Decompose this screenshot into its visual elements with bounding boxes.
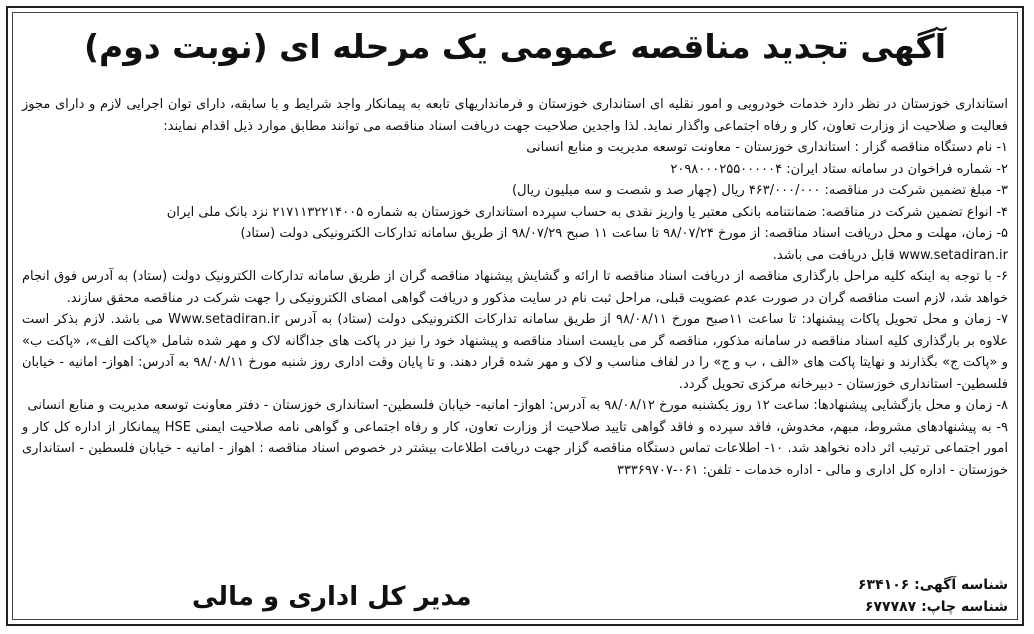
intro-paragraph: استانداری خوزستان در نظر دارد خدمات خودرویی و امور نقلیه ای استانداری خوزستان و فرمانداریهای تابعه به پیمانکار واجد شرایط و با سابقه، دارای توان اجرایی لازم و دارای مجوز فعالیت و صلاحیت از وزارت تعاون، کار و رفاه اجتماعی واگذار نماید. لذا واجدین صلاحیت جهت دریافت اسناد مناقصه می توانند مطابق موارد ذیل اقدام نمایند: xyxy=(22,97,1008,134)
print-id: شناسه چاپ: ۶۷۷۷۸۷ xyxy=(864,599,1008,615)
item-5: ۵- زمان، مهلت و محل دریافت اسناد مناقصه: از مورخ ۹۸/۰۷/۲۴ تا ساعت ۱۱ صبح ۹۸/۰۷/۲۹ از طریق سامانه تدارکات الکترونیکی دولت (ستاد) xyxy=(240,226,1008,241)
ad-id: شناسه آگهی: ۶۳۴۱۰۶ xyxy=(858,577,1008,593)
notice-title: آگهی تجدید مناقصه عمومی یک مرحله ای (نوبت دوم) xyxy=(83,27,947,66)
item-5-continuation: www.setadiran.ir قابل دریافت می باشد. xyxy=(772,247,1008,263)
item-4: ۴- انواع تضمین شرکت در مناقصه: ضمانتنامه بانکی معتبر یا واریز نقدی به حساب سپرده استانداری خوزستان به شماره ۲۱۷۱۱۳۲۲۱۴۰۰۵ نزد بانک ملی ایران xyxy=(166,204,1008,220)
notice-body xyxy=(22,94,1008,481)
item-7: ۷- زمان و محل تحویل پاکات پیشنهاد: تا ساعت ۱۱صبح مورخ ۹۸/۰۸/۱۱ از طریق سامانه تدارکات الکترونیکی دولت (ستاد) به آدرس Www.setadiran.ir می باشد. لازم بذکر است علاوه بر بارگذاری کلیه اسناد مناقصه در سامانه مذکور، مناقصه گر می بایست اسناد مناقصه و پیشنهاد خود را نیز در پاکت های جداگانه لاک و مهر شده شامل «پاکت الف»، «پاکت ب» و «پاکت ج» بگذارند و نهایتا پاکت های «الف ، ب و ج» را در لفاف مناسب و لاک و مهر شده قرار دهند. و تا پایان وقت اداری روز شنبه مورخ ۹۸/۰۸/۱۱ به آدرس: اهواز- امانیه - خیابان فلسطین- استانداری خوزستان - دبیرخانه مرکزی تحویل گردد. xyxy=(22,312,1009,392)
notice-frame xyxy=(6,6,1024,626)
notice-footer xyxy=(22,574,1008,622)
signature: مدیر کل اداری و مالی xyxy=(192,582,472,612)
item-9-10: ۹- به پیشنهادهای مشروط، مبهم، مخدوش، فاقد سپرده و فاقد گواهی تایید صلاحیت از وزارت تعاون، کار و رفاه اجتماعی و گواهی نامه صلاحیت ایمنی HSE پیمانکار از اداره کل کار و امور اجتماعی ترتیب اثر داده نخواهد شد. ۱۰- اطلاعات تماس دستگاه مناقصه گزار جهت دریافت اطلاعات بیشتر در خصوص اسناد مناقصه : اهواز - امانیه - خیابان فلسطین - استانداری خوزستان - اداره کل اداری و مالی - اداره خدمات - تلفن: ۰۶۱-۳۳۳۶۹۷۰۷ xyxy=(22,419,1008,478)
item-3: ۳- مبلغ تضمین شرکت در مناقصه: ۴۶۳/۰۰۰/۰۰۰ ریال (چهار صد و شصت و سه میلیون ریال) xyxy=(512,183,1008,198)
item-6: ۶- با توجه به اینکه کلیه مراحل بارگذاری مناقصه از دریافت اسناد مناقصه تا ارائه و گشایش پیشنهاد مناقصه گران از طریق سامانه تدارکات الکترونیک دولت (ستاد) به آدرس فوق انجام خواهد شد، لازم است مناقصه گران در صورت عدم عضویت قبلی، مراحل ثبت نام در سایت مذکور و دریافت گواهی امضای الکترونیکی را جهت شرکت در مناقصه محقق سازند. xyxy=(22,269,1008,306)
item-8: ۸- زمان و محل بازگشایی پیشنهادها: ساعت ۱۲ روز یکشنبه مورخ ۹۸/۰۸/۱۲ به آدرس: اهواز- امانیه- خیابان فلسطین- استانداری خوزستان - دفتر معاونت توسعه مدیریت و منابع انسانی xyxy=(27,398,1008,413)
notice-ids xyxy=(858,574,1008,618)
item-2: ۲- شماره فراخوان در سامانه ستاد ایران: ۲۰۹۸۰۰۰۲۵۵۰۰۰۰۰۴ xyxy=(670,161,1008,177)
item-1: ۱- نام دستگاه مناقصه گزار : استانداری خوزستان - معاونت توسعه مدیریت و منابع انسانی xyxy=(526,140,1008,155)
